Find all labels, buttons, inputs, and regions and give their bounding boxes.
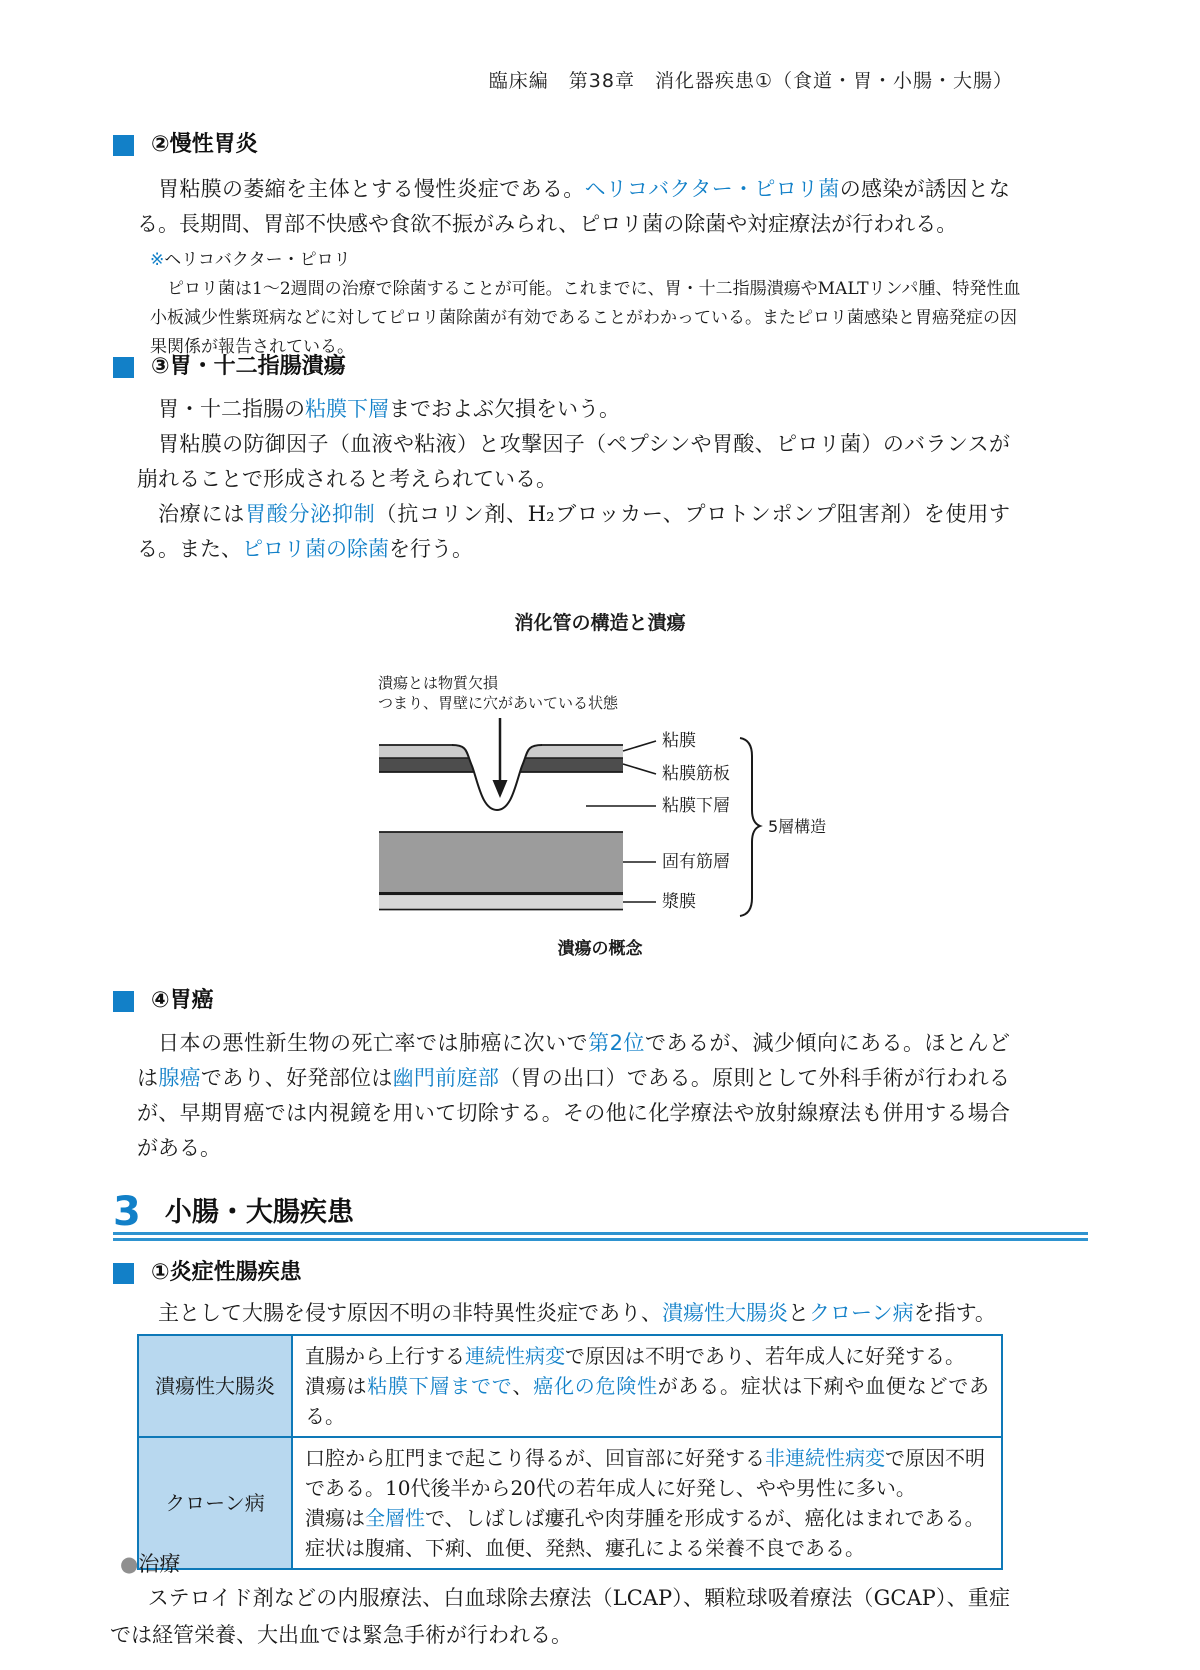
text-segment: であるが、減少傾向にある。ほとんどは (137, 1031, 1010, 1090)
figure-ulcer-diagram (340, 608, 860, 959)
label-five-layers: 5層構造 (768, 817, 827, 836)
accent-text: 全層性 (365, 1506, 425, 1530)
text-segment: 症状は腹痛、下痢、血便、発熱、瘻孔による栄養不良である。 (305, 1536, 865, 1560)
text-segment: 胃粘膜の防御因子（血液や粘液）と攻撃因子（ペプシンや胃酸、ピロリ菌）のバランスが崩れることで形成されると考えられている。 (137, 432, 1010, 491)
accent-text: 第2位 (588, 1031, 645, 1055)
paragraph-chronic-gastritis (137, 172, 1010, 242)
section-title: 小腸・大腸疾患 (164, 1196, 354, 1228)
paragraph-ibd-intro (137, 1296, 1010, 1331)
text-segment: 主として大腸を侵す原因不明の非特異性炎症であり、 (158, 1301, 662, 1325)
muscularis-propria-layer (379, 832, 623, 892)
accent-text: ピロリ菌の除菌 (242, 537, 389, 561)
text-segment: ヘリコバクター・ピロリ (164, 250, 351, 270)
paragraph-treatment (110, 1580, 1010, 1654)
section-marker-square (113, 357, 134, 378)
text-segment: 胃粘膜の萎縮を主体とする慢性炎症である。 (158, 177, 585, 201)
accent-text: クローン病 (809, 1301, 914, 1325)
text-segment: の感染が誘因となる。長期間、胃部不快感や食欲不振がみられ、ピロリ菌の除菌や対症療法が行われる。 (137, 177, 1010, 236)
leader-muscularis-mucosae (623, 764, 656, 774)
treatment-heading-row (120, 1548, 180, 1578)
text-segment: を指す。 (913, 1301, 996, 1325)
text-segment: （胃の出口）である。原則として外科手術が行われるが、早期胃癌では内視鏡を用いて切除する。その他に化学療法や放射線療法も併用する場合がある。 (137, 1066, 1011, 1160)
text-segment: 胃・十二指腸の (158, 397, 305, 421)
heading-ulcer: ③胃・十二指腸潰瘍 (151, 354, 346, 379)
text-segment: 口腔から肛門まで起こり得るが、回盲部に好発する (305, 1446, 765, 1470)
text-segment: 、 (512, 1374, 534, 1398)
label-muscularis-propria: 固有筋層 (662, 852, 730, 872)
section-number: 3 (113, 1189, 141, 1235)
ulcer-paragraph-2 (137, 427, 1010, 497)
text-segment: 日本の悪性新生物の死亡率では肺癌に次いで (158, 1031, 589, 1055)
figure-caption: 潰瘍の概念 (557, 939, 643, 959)
table-line (305, 1443, 989, 1473)
paragraph-ulcer (137, 392, 1010, 567)
accent-text: 幽門前庭部 (392, 1066, 500, 1090)
paragraph-gastric-cancer (137, 1026, 1010, 1166)
accent-text: 連続性病変 (465, 1344, 565, 1368)
section-heading-gastric-cancer (113, 990, 214, 1012)
accent-text: 非連続性病変 (765, 1446, 885, 1470)
text-segment: ステロイド剤などの内服療法、白血球除去療法（LCAP）、顆粒球吸着療法（GCAP）、重症では経管栄養、大出血では緊急手術が行われる。 (110, 1586, 1010, 1647)
section-heading-chronic-gastritis (113, 134, 258, 156)
section-rule (113, 1232, 1088, 1241)
table-line (305, 1371, 989, 1431)
sidenote-title (150, 246, 1030, 275)
text-segment: 治療には (158, 502, 246, 526)
text-segment: と (788, 1301, 809, 1325)
accent-text: ヘリコバクター・ピロリ菌 (584, 177, 840, 201)
running-head: 臨床編 第38章 消化器疾患①（食道・胃・小腸・大腸） (488, 70, 1013, 92)
accent-text: 腺癌 (158, 1066, 201, 1090)
label-mucosa: 粘膜 (662, 731, 696, 751)
figure-annotation-line1: 潰瘍とは物質欠損 (378, 674, 499, 692)
text-segment: であり、好発部位は (200, 1066, 393, 1090)
accent-text: 潰瘍性大腸炎 (662, 1301, 788, 1325)
text-segment: で原因不明 (885, 1446, 985, 1470)
row-content-cell (292, 1437, 1002, 1569)
section-marker-square (113, 1263, 134, 1284)
bullet-icon: ● (120, 1552, 139, 1576)
row-header-cell: クローン病 (138, 1437, 292, 1569)
section3-heading-block (113, 1189, 354, 1235)
text-segment: で原因は不明であり、若年成人に好発する。 (565, 1344, 965, 1368)
accent-text: 癌化の危険性 (533, 1374, 658, 1398)
table-row-ulcerative-colitis (138, 1335, 1002, 1437)
heading-chronic-gastritis: ②慢性胃炎 (151, 132, 258, 157)
label-serosa: 漿膜 (662, 892, 696, 912)
text-segment: （抗コリン剤、H₂ブロッカー、プロトンポンプ阻害剤）を使用する。また、 (137, 502, 1011, 561)
figure-annotation-line2: つまり、胃壁に穴があいている状態 (378, 694, 619, 712)
table-line (305, 1341, 989, 1371)
text-segment: 潰瘍は (305, 1506, 365, 1530)
sidenote-helicobacter (150, 246, 1030, 362)
ulcer-diagram-svg (340, 660, 860, 928)
table-line (305, 1503, 989, 1533)
treatment-heading: 治療 (138, 1552, 181, 1576)
ulcer-paragraph-1 (137, 392, 1010, 427)
accent-text: ※ (150, 250, 165, 270)
text-segment: までおよぶ欠損をいう。 (389, 397, 620, 421)
section-heading-ibd (113, 1262, 302, 1284)
text-segment: である。10代後半から20代の若年成人に好発し、やや男性に多い。 (305, 1476, 916, 1500)
table-row-crohn-disease (138, 1437, 1002, 1569)
ibd-comparison-table (137, 1334, 1003, 1570)
label-muscularis-mucosae: 粘膜筋板 (662, 764, 730, 784)
accent-text: 粘膜下層 (305, 397, 389, 421)
heading-gastric-cancer: ④胃癌 (151, 988, 214, 1013)
heading-ibd: ①炎症性腸疾患 (151, 1260, 302, 1285)
sidenote-body: ピロリ菌は1～2週間の治療で除菌することが可能。これまでに、胃・十二指腸潰瘍やMALTリンパ腫、特発性血小板減少性紫斑病などに対してピロリ菌除菌が有効であることがわかっている。またピロリ菌感染と胃癌発症の因果関係が報告されている。 (150, 279, 1021, 357)
figure-title: 消化管の構造と潰瘍 (514, 612, 686, 634)
brace-icon (740, 738, 760, 916)
text-segment: 直腸から上行する (305, 1344, 465, 1368)
section-heading-ulcer (113, 356, 346, 378)
text-segment: で、しばしば瘻孔や肉芽腫を形成するが、癌化はまれである。 (425, 1506, 985, 1530)
propria-bottom-line (379, 892, 623, 895)
row-header-cell: 潰瘍性大腸炎 (138, 1335, 292, 1437)
accent-text: 胃酸分泌抑制 (245, 502, 376, 526)
text-segment: がある。症状は下痢や血便などである。 (305, 1374, 989, 1428)
section-marker-square (113, 991, 134, 1012)
text-segment: 潰瘍は (305, 1374, 368, 1398)
serosa-layer (379, 895, 623, 908)
section-marker-square (113, 135, 134, 156)
row-content-cell (292, 1335, 1002, 1437)
label-submucosa: 粘膜下層 (662, 796, 730, 816)
text-segment: を行う。 (389, 537, 473, 561)
table-line (305, 1473, 989, 1503)
ulcer-paragraph-3 (137, 497, 1010, 567)
leader-mucosa (623, 741, 656, 751)
accent-text: 粘膜下層までで (367, 1374, 513, 1398)
table-line (305, 1533, 989, 1563)
